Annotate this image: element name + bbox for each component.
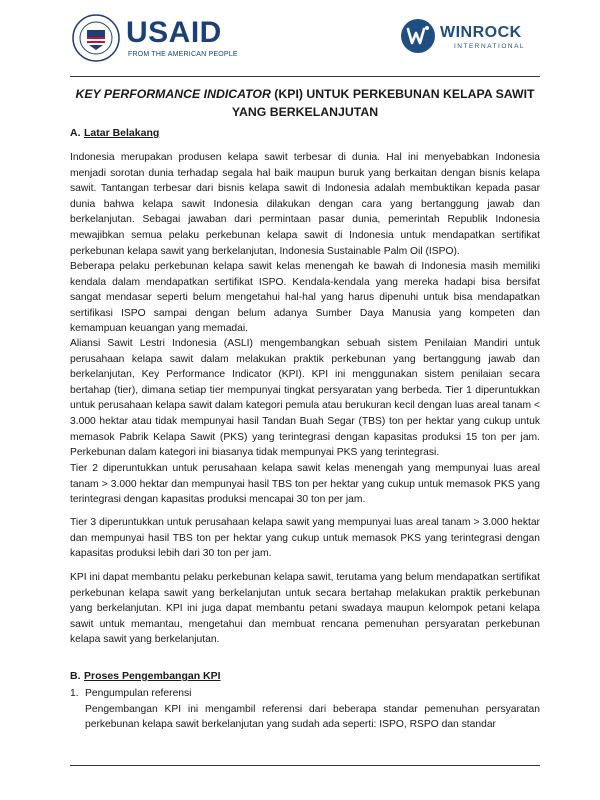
- winrock-wordmark: WINROCK: [440, 24, 522, 41]
- document-title: [70, 85, 540, 121]
- winrock-w-icon: [400, 18, 436, 54]
- section-a-heading: [70, 126, 540, 142]
- paragraph-2-text: Beberapa pelaku perkebunan kelapa sawit kelas menengah ke bawah di Indonesia masih memiliki kendala dalam mendapatkan sertifikat ISPO. Kendala-kendala yang mereka hadapi bisa bersifat sangat mendasar seperti belum mengetahui hal-hal yang harus dipenuhi untuk bisa mendapatkan sertifikasi ISPO sampai dengan belum adanya Sumber Daya Manusia yang kompeten dan kemampuan keuangan yang memadai.: [70, 261, 540, 335]
- paragraph-5-text: Tier 3 diperuntukkan untuk perusahaan kelapa sawit yang mempunyai luas areal tanam > 3.000 hektar dan mempunyai hasil TBS ton per hektar yang cukup untuk memasok PKS yang terintegrasi dengan kapasitas produksi lebih dari 30 ton per jam.: [70, 517, 540, 560]
- paragraph-6: [70, 570, 540, 648]
- winrock-logo: [400, 18, 550, 66]
- page-header: [0, 0, 600, 82]
- usaid-tagline: FROM THE AMERICAN PEOPLE: [128, 51, 238, 58]
- list-item-1: [70, 686, 540, 733]
- section-a-number: A.: [70, 127, 81, 139]
- paragraph-2: [70, 259, 540, 337]
- winrock-sub: INTERNATIONAL: [454, 43, 526, 50]
- paragraph-5: [70, 515, 540, 562]
- paragraph-4: [70, 461, 540, 508]
- section-b-number: B.: [70, 670, 81, 682]
- usaid-seal-icon: [72, 14, 120, 62]
- paragraph-1: [70, 150, 540, 259]
- list-item-1-number: 1.: [70, 688, 79, 699]
- title-italic: KEY PERFORMANCE INDICATOR: [75, 87, 271, 101]
- header-divider: [70, 76, 540, 77]
- paragraph-6-text: KPI ini dapat membantu pelaku perkebunan kelapa sawit, terutama yang belum mendapatkan sertifikat perkebunan kelapa sawit yang berkelanjutan untuk secara bertahap melakukan praktik perkebunan yang berkelanjutan. KPI ini juga dapat membantu petani swadaya maupun kelompok petani kelapa sawit untuk memantau, mengetahui dan membuat rencana pemenuhan persyaratan perkebunan kelapa sawit yang berkelanjutan.: [70, 572, 540, 646]
- list-item-1-label: Pengumpulan referensi: [85, 688, 192, 699]
- paragraph-3-text: Aliansi Sawit Lestri Indonesia (ASLI) mengembangkan sebuah sistem Penilaian Mandiri untuk perusahaan kelapa sawit dalam melakukan praktik perkebunan yang bertanggung jawab dan berkelanjutan, Key Performance Indicator (KPI). KPI ini menggunakan sistem penilaian secara bertahap (tier), dimana setiap tier mempunyai tingkat persyaratan yang berbeda. Tier 1 diperuntukkan untuk perusahaan kelapa sawit dalam kategori pemula atau berukuran kecil dengan luas areal tanam < 3.000 hektar atau tidak mempunyai hasil Tandan Buah Segar (TBS) ton per hektar yang cukup untuk memasok Pabrik Kelapa Sawit (PKS) yang terintegrasi dengan kapasitas produksi 15 ton per jam. Perkebunan dalam kategori ini biasanya tidak mempunyai PKS yang terintegrasi.: [70, 338, 540, 459]
- footer-divider: [70, 765, 540, 766]
- section-a-label: Latar Belakang: [84, 127, 160, 139]
- usaid-wordmark: USAID: [126, 16, 222, 49]
- paragraph-1-text: Indonesia merupakan produsen kelapa sawit terbesar di dunia. Hal ini menyebabkan Indonesia menjadi sorotan dunia terhadap segala hal baik maupun buruk yang berkaitan dengan bisnis kelapa sawit. Tantangan terbesar dari bisnis kelapa sawit di Indonesia adalah membuktikan kepada pasar dunia bahwa kelapa sawit Indonesia dilakukan dengan cara yang bertanggung jawab dan berkelanjutan. Sebagai jawaban dari permintaan pasar dunia, pemerintah Republik Indonesia mewajibkan semua pelaku perkebunan kelapa sawit di Indonesia untuk mendapatkan sertifikat perkebunan kelapa sawit yang berkelanjutan, Indonesia Sustainable Palm Oil (ISPO).: [70, 152, 540, 257]
- section-b-heading: [70, 669, 540, 685]
- paragraph-4-text: Tier 2 diperuntukkan untuk perusahaan kelapa sawit kelas menengah yang mempunyai luas areal tanam > 3.000 hektar dan mempunyai hasil TBS ton per hektar yang cukup untuk memasok PKS yang terintegrasi dengan kapasitas produksi mencapai 30 ton per jam.: [70, 463, 540, 506]
- list-item-1-text: Pengembangan KPI ini mengambil referensi dari beberapa standar pemenuhan persyaratan perkebunan kelapa sawit berkelanjutan yang sudah ada seperti: ISPO, RSPO dan standar: [85, 703, 540, 731]
- paragraph-3: [70, 336, 540, 461]
- title-line1-rest: (KPI) UNTUK PERKEBUNAN KELAPA SAWIT: [270, 87, 535, 101]
- section-b-label: Proses Pengembangan KPI: [84, 670, 221, 682]
- title-line2: YANG BERKELANJUTAN: [231, 105, 379, 119]
